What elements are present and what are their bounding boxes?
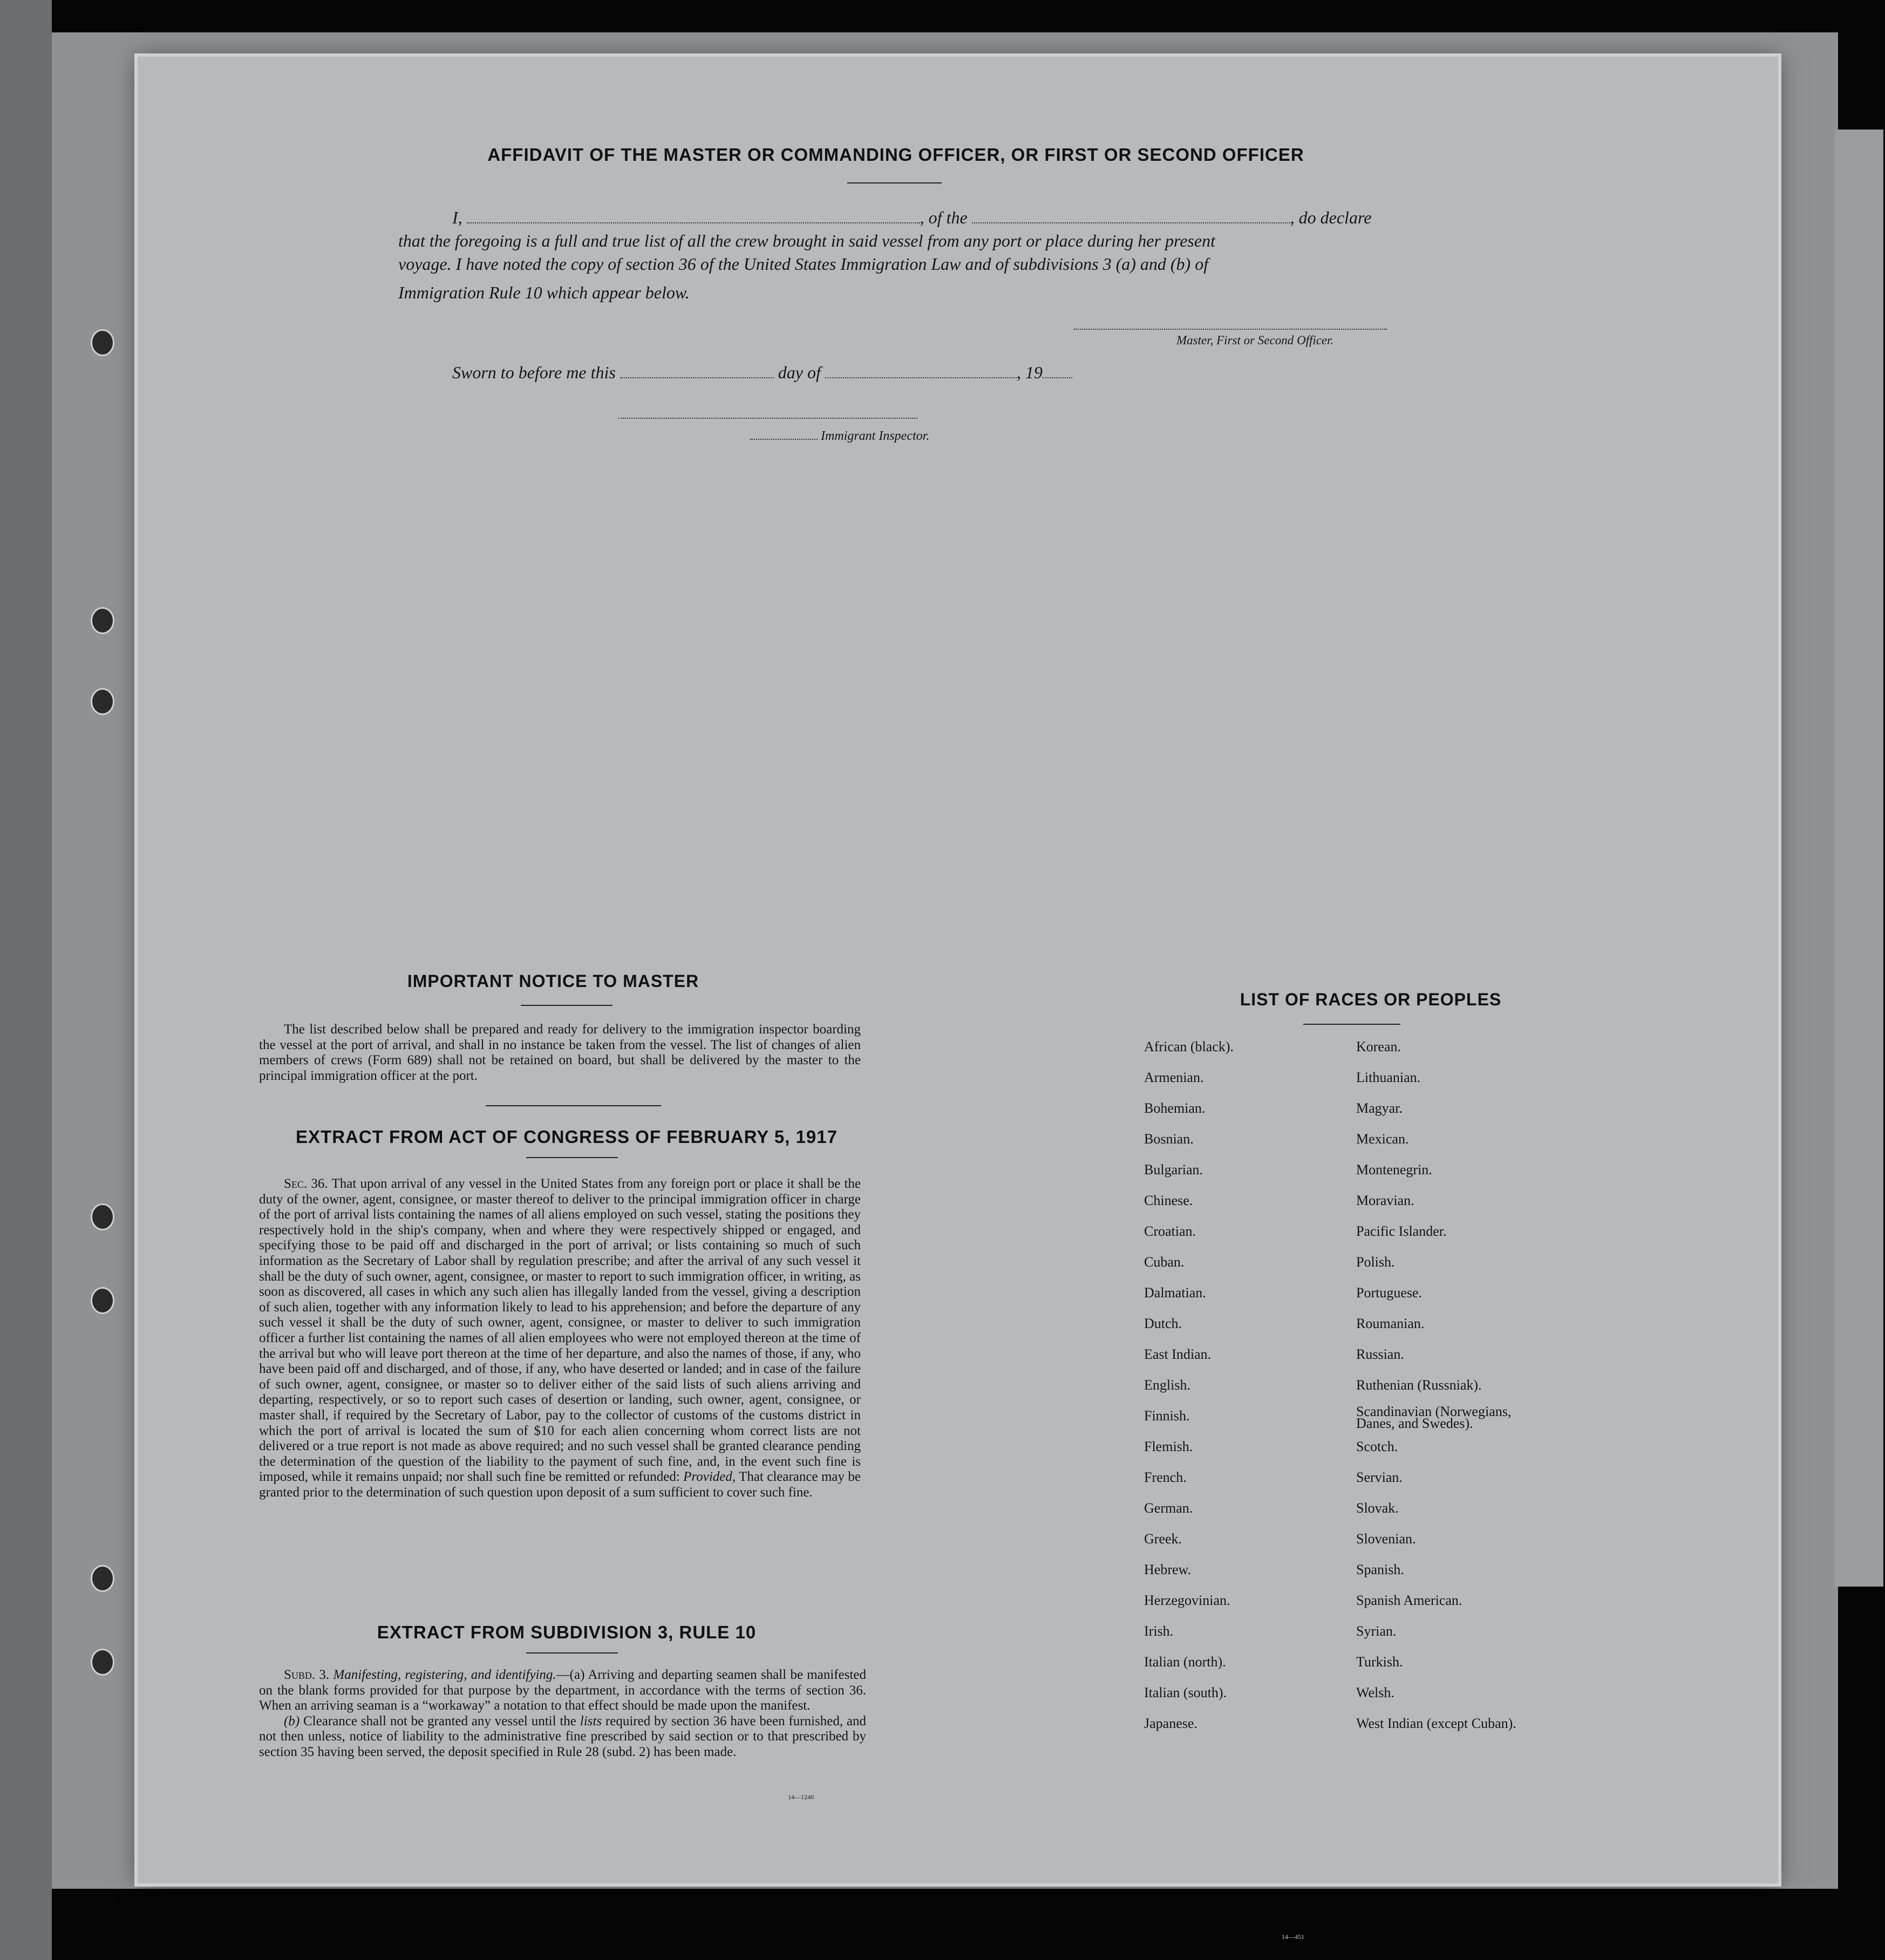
race-item: Greek.	[1144, 1531, 1182, 1547]
race-item: Scandinavian (Norwegians, Danes, and Swedes).	[1356, 1404, 1512, 1431]
race-item: Syrian.	[1356, 1623, 1397, 1639]
section-divider	[486, 1105, 661, 1106]
race-item: Spanish.	[1356, 1562, 1404, 1577]
extract-act-title: EXTRACT FROM ACT OF CONGRESS OF FEBRUARY 5, 1917	[296, 1127, 838, 1147]
race-item: Moravian.	[1356, 1193, 1414, 1208]
race-item: Italian (north).	[1144, 1654, 1226, 1670]
affidavit-do-declare-label: , do declare	[1290, 208, 1372, 227]
race-item: English.	[1144, 1377, 1190, 1393]
affidavit-line-3: voyage. I have noted the copy of section 36 of the United States Immigration Law and of subdivisions 3 (a) and (b) of	[398, 254, 1209, 274]
race-item: Polish.	[1356, 1254, 1395, 1270]
extract-rule-title: EXTRACT FROM SUBDIVISION 3, RULE 10	[377, 1622, 757, 1642]
punch-hole-icon	[91, 1203, 114, 1230]
race-item: Chinese.	[1144, 1193, 1193, 1208]
race-item: Pacific Islander.	[1356, 1223, 1447, 1239]
extract-act-text-block	[259, 1176, 861, 1500]
race-item: Hebrew.	[1144, 1562, 1192, 1577]
provided-text: That clearance may be granted prior to the determination of such question upon deposit of a sum sufficient to cover such fine.	[259, 1469, 861, 1500]
punch-hole-icon	[91, 607, 114, 634]
sworn-day-field[interactable]	[620, 377, 774, 378]
provided-label: Provided,	[683, 1469, 736, 1485]
form-sheet	[138, 57, 1778, 1883]
sworn-label: Sworn to before me this	[452, 363, 616, 382]
notice-title: IMPORTANT NOTICE TO MASTER	[407, 971, 699, 991]
part-b-label: (b)	[284, 1713, 300, 1728]
race-item: Dalmatian.	[1144, 1285, 1206, 1301]
race-item: German.	[1144, 1500, 1193, 1516]
race-item: Welsh.	[1356, 1685, 1394, 1700]
race-item: Montenegrin.	[1356, 1162, 1432, 1178]
year-prefix-label: , 19	[1016, 363, 1043, 382]
races-title: LIST OF RACES OR PEOPLES	[1240, 990, 1502, 1009]
affidavit-of-the-label: , of the	[920, 208, 968, 227]
race-item: Bosnian.	[1144, 1131, 1194, 1147]
inspector-title-dots	[750, 439, 818, 440]
scan-left-margin	[0, 0, 52, 1960]
race-item: Flemish.	[1144, 1439, 1193, 1454]
race-item: Portuguese.	[1356, 1285, 1423, 1301]
section-36-text: That upon arrival of any vessel in the United States from any foreign port or place it shall be the duty of the owner, agent, consignee, or master thereof to deliver to the principal immigration officer in charge of the port of arrival lists containing the names of all aliens employed on such vessel, stating the positions they respectively hold in the ship's company, when and where they were respectively shipped or engaged, and specifying those to be paid off and discharged in the port of arrival; or lists containing so much of such information as the Secretary of Labor shall by regulation prescribe; and after the arrival of any such vessel it shall be the duty of such owner, agent, consignee, or master to report to such immigration officer, in writing, as soon as discovered, all cases in which any such alien has illegally landed from the vessel, giving a description of such alien, together with any information likely to lead to his apprehension; and before the departure of any such vessel it shall be the duty of such owner, agent, consignee, or master to deliver to such immigration officer a further list containing the names of all alien employees who were not employed thereon at the time of the arrival but who will leave port thereon at the time of her departure, and also the names of those, if any, who have been paid off and discharged, and of those, if any, who have deserted or landed; and in case of the failure of such owner, agent, consignee, or master so to deliver either of the said lists of such aliens arriving and departing, respectively, or so to report such cases of desertion or landing, such owner, agent, consignee, or master shall, if required by the Secretary of Labor, pay to the collector of customs of the customs district in which the port of arrival is located the sum of $10 for each alien concerning whom correct lists are not delivered or a true report is not made as above required; and no such vessel shall be granted clearance pending the determination of the question of the liability to the payment of such fine, and, in the event such fine is imposed, while it remains unpaid; nor shall such fine be remitted or refunded:	[259, 1176, 861, 1485]
inspector-signature-label	[750, 429, 929, 444]
punch-hole-icon	[91, 1649, 114, 1676]
race-item: Bohemian.	[1144, 1100, 1206, 1116]
sworn-year-field[interactable]	[1043, 377, 1072, 378]
race-item: Slovak.	[1356, 1500, 1399, 1516]
day-of-label: day of	[778, 363, 821, 382]
section-36-label: Sec. 36.	[284, 1176, 328, 1191]
race-item: Magyar.	[1356, 1100, 1403, 1116]
race-item: Finnish.	[1144, 1408, 1190, 1424]
race-item: Irish.	[1144, 1623, 1174, 1639]
punch-hole-icon	[91, 329, 114, 356]
race-item: Lithuanian.	[1356, 1070, 1421, 1085]
punch-hole-icon	[91, 688, 114, 715]
races-title-rule	[1303, 1024, 1400, 1025]
race-item: Croatian.	[1144, 1223, 1196, 1239]
race-item: West Indian (except Cuban).	[1356, 1716, 1516, 1731]
notice-title-rule	[521, 1005, 613, 1006]
form-number: 14—1240	[788, 1793, 814, 1801]
subdivision-b-paragraph	[259, 1714, 866, 1760]
sworn-month-field[interactable]	[825, 377, 1017, 378]
race-item: Korean.	[1356, 1039, 1401, 1054]
affidavit-line-4: Immigration Rule 10 which appear below.	[398, 283, 690, 302]
race-item: Herzegovinian.	[1144, 1592, 1230, 1608]
race-item: Ruthenian (Russniak).	[1356, 1377, 1482, 1393]
race-item: French.	[1144, 1469, 1187, 1485]
race-item: Armenian.	[1144, 1070, 1204, 1085]
part-a-text: Arriving and departing seamen shall be manifested on the blank forms provided for that purpose by the department, in accordance with the terms of section 36. When an arriving seaman is a “workaway” a notation to that effect should be made upon the manifest.	[259, 1668, 866, 1713]
affidavit-i-label: I,	[452, 208, 462, 227]
affidavit-title-rule	[847, 182, 942, 183]
subd-heading: Manifesting, registering, and identifying.	[333, 1668, 556, 1682]
master-signature-label: Master, First or Second Officer.	[1176, 334, 1334, 347]
race-item: Roumanian.	[1356, 1316, 1425, 1331]
affidavit-line-2: that the foregoing is a full and true list of all the crew brought in said vessel from any port or place during her present	[398, 231, 1215, 250]
subd-label: Subd. 3.	[284, 1668, 330, 1682]
notice-text: The list described below shall be prepared and ready for delivery to the immigration inspector boarding the vessel at the port of arrival, and shall in no instance be taken from the vessel. The list of changes of alien members of crews (Form 689) shall not be retained on board, but shall be delivered by the master to the principal immigration officer at the port.	[259, 1022, 861, 1083]
race-item: Italian (south).	[1144, 1685, 1227, 1700]
extract-act-title-rule	[526, 1157, 618, 1158]
race-item: Cuban.	[1144, 1254, 1185, 1270]
extract-rule-text-block	[259, 1668, 866, 1760]
part-b-text-2: required by section 36 have been furnished, and not then unless, notice of liability to the administrative fine prescribed by said section or to that prescribed by section 35 having been served, the deposit specified in Rule 28 (subd. 2) has been made.	[259, 1713, 867, 1759]
right-page-edge	[1835, 130, 1883, 1587]
part-b-text-1: Clearance shall not be granted any vessel until the	[303, 1713, 576, 1728]
inspector-signature-field[interactable]	[618, 410, 917, 419]
race-item: Spanish American.	[1356, 1592, 1462, 1608]
race-item: Bulgarian.	[1144, 1162, 1203, 1178]
sworn-line	[452, 363, 1072, 383]
part-a-label: —(a)	[556, 1668, 585, 1682]
race-item: Dutch.	[1144, 1316, 1182, 1331]
vessel-name-field[interactable]	[972, 222, 1290, 223]
bottom-form-number: 14—451	[1282, 1933, 1304, 1941]
race-item: East Indian.	[1144, 1346, 1212, 1362]
affidavit-title: AFFIDAVIT OF THE MASTER OR COMMANDING OFFICER, OR FIRST OR SECOND OFFICER	[487, 145, 1304, 165]
race-item: African (black).	[1144, 1039, 1234, 1054]
punch-hole-icon	[91, 1565, 114, 1592]
master-name-field[interactable]	[467, 222, 920, 223]
subdivision-a-paragraph	[259, 1668, 866, 1714]
race-item: Mexican.	[1356, 1131, 1409, 1147]
race-item: Russian.	[1356, 1346, 1404, 1362]
race-item: Slovenian.	[1356, 1531, 1416, 1547]
affidavit-declaration-line	[452, 208, 1371, 228]
race-item: Turkish.	[1356, 1654, 1403, 1670]
master-signature-field[interactable]	[1074, 321, 1387, 330]
race-item: Servian.	[1356, 1469, 1403, 1485]
race-item: Japanese.	[1144, 1716, 1197, 1731]
race-item: Scotch.	[1356, 1439, 1398, 1454]
inspector-label: Immigrant Inspector.	[821, 429, 930, 443]
extract-rule-title-rule	[526, 1652, 618, 1653]
part-b-lists: lists	[580, 1713, 602, 1728]
notice-text-block	[259, 1022, 861, 1084]
punch-hole-icon	[91, 1287, 114, 1314]
